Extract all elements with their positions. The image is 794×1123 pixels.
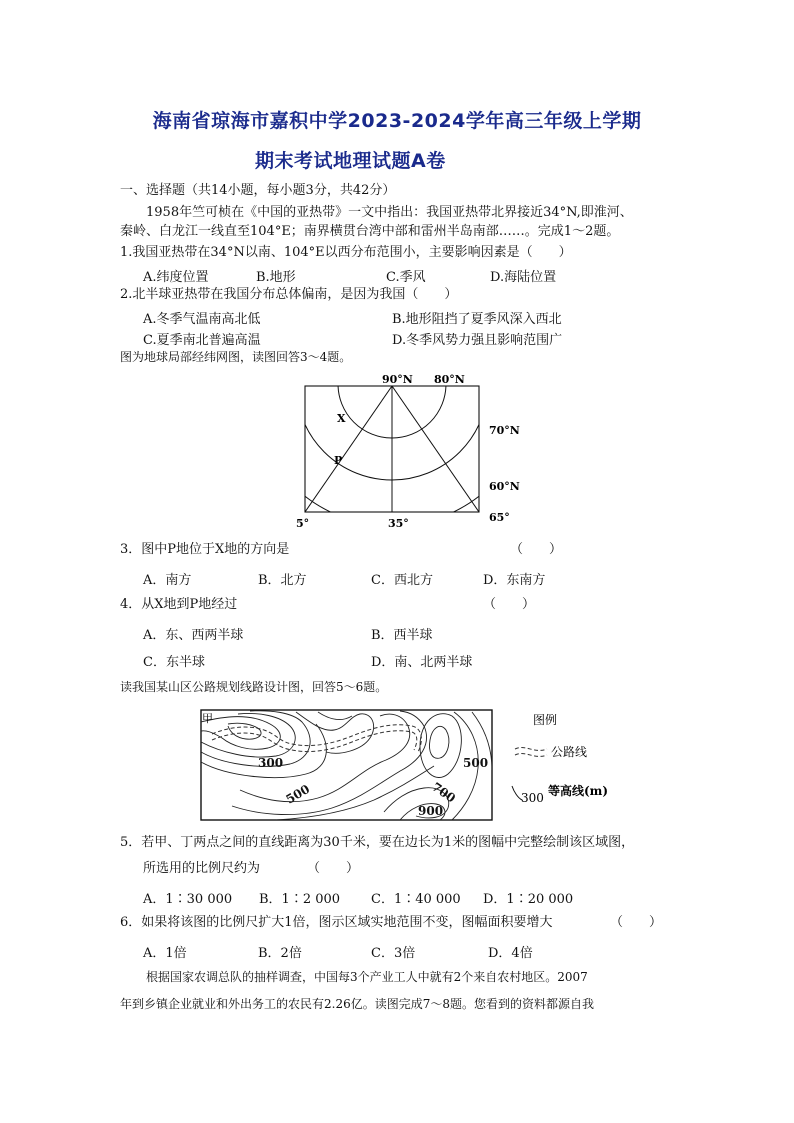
contour-label-500-right: 500 bbox=[463, 756, 489, 770]
q1-option-c: C.季风 bbox=[386, 270, 426, 285]
intro-line2: 秦岭、白龙江一线直至104°E；南界横贯台湾中部和雷州半岛南部……。完成1～2题。 bbox=[120, 224, 620, 239]
contour-label-500-left: 500 bbox=[283, 781, 313, 807]
q6-bracket: （ ） bbox=[610, 915, 663, 930]
q2-stem: 2.北半球亚热带在我国分布总体偏南，是因为我国（ ） bbox=[120, 287, 458, 302]
q5-option-d: D．1∶20 000 bbox=[483, 892, 574, 907]
contour-line bbox=[201, 714, 295, 758]
q2-option-a: A.冬季气温南高北低 bbox=[143, 312, 261, 327]
q1-option-b: B.地形 bbox=[256, 270, 296, 285]
legend-title: 图例 bbox=[533, 713, 558, 727]
q3-option-c: C．西北方 bbox=[371, 573, 433, 588]
map1-intro: 图为地球局部经纬网图，读图回答3～4题。 bbox=[120, 350, 352, 364]
label-80n: 80°N bbox=[434, 373, 465, 386]
q3-bracket: （ ） bbox=[510, 542, 563, 557]
q5-stem-line2: 所选用的比例尺约为 bbox=[143, 861, 261, 876]
section-heading: 一、选择题（共14小题，每小题3分，共42分） bbox=[120, 183, 396, 198]
contour-label-900: 900 bbox=[418, 804, 444, 818]
q4-option-c: C．东半球 bbox=[143, 655, 205, 670]
q6-option-c: C．3倍 bbox=[371, 946, 416, 961]
contour-line bbox=[429, 726, 448, 758]
q1-option-d: D.海陆位置 bbox=[490, 270, 557, 285]
q3-option-a: A．南方 bbox=[143, 573, 192, 588]
map2-intro: 读我国某山区公路规划线路设计图，回答5～6题。 bbox=[120, 680, 388, 694]
legend-contour-value: 300 bbox=[521, 791, 544, 805]
tail-line2: 年到乡镇企业就业和外出务工的农民有2.26亿。读图完成7～8题。您看到的资料都源自我 bbox=[120, 997, 594, 1011]
q5-option-c: C．1∶40 000 bbox=[371, 892, 461, 907]
legend-road-label: 公路线 bbox=[551, 745, 588, 759]
q6-option-b: B．2倍 bbox=[258, 946, 302, 961]
exam-title-line2: 期末考试地理试题A卷 bbox=[255, 150, 446, 172]
road-line bbox=[412, 732, 417, 750]
q6-option-a: A．1倍 bbox=[143, 946, 187, 961]
label-60n: 60°N bbox=[489, 480, 520, 493]
contour-line bbox=[228, 723, 261, 739]
contour-label-300: 300 bbox=[258, 756, 284, 770]
label-90n: 90°N bbox=[382, 373, 413, 386]
q4-option-a: A．东、西两半球 bbox=[143, 628, 244, 643]
q3-option-b: B．北方 bbox=[258, 573, 307, 588]
label-5: 5° bbox=[296, 517, 310, 530]
q4-bracket: （ ） bbox=[483, 597, 536, 612]
q4-option-b: B．西半球 bbox=[371, 628, 433, 643]
q1-stem: 1.我国亚热带在34°N以南、104°E以西分布范围小，主要影响因素是（ ） bbox=[120, 245, 572, 260]
road-line bbox=[212, 731, 412, 752]
label-65: 65° bbox=[489, 511, 510, 524]
legend-road-symbol bbox=[515, 748, 547, 757]
road-line bbox=[212, 725, 412, 746]
q2-option-d: D.冬季风势力强且影响范围广 bbox=[392, 333, 563, 348]
q2-option-c: C.夏季南北普遍高温 bbox=[143, 333, 261, 348]
q6-stem: 6．如果将该图的比例尺扩大1倍，图示区域实地范围不变，图幅面积要增大 bbox=[120, 915, 553, 930]
point-x: X bbox=[337, 412, 346, 425]
intro-line1: 1958年竺可桢在《中国的亚热带》一文中指出：我国亚热带北界接近34°N,即淮河、 bbox=[146, 205, 633, 220]
q4-option-d: D．南、北两半球 bbox=[371, 655, 473, 670]
label-35: 35° bbox=[388, 517, 409, 530]
q3-option-d: D．东南方 bbox=[483, 573, 546, 588]
q5-stem-line1: 5．若甲、丁两点之间的直线距离为30千米，要在边长为1米的图幅中完整绘制该区域图， bbox=[120, 835, 635, 850]
contour-line bbox=[318, 712, 352, 719]
contour-line bbox=[420, 714, 461, 778]
q5-option-a: A．1∶30 000 bbox=[143, 892, 233, 907]
legend-contour-label: 等高线(m) bbox=[548, 784, 609, 798]
q5-option-b: B．1∶2 000 bbox=[259, 892, 341, 907]
q6-option-d: D．4倍 bbox=[488, 946, 533, 961]
corner-label-jia: 甲 bbox=[202, 712, 213, 725]
tail-line1: 根据国家农调总队的抽样调查，中国每3个产业工人中就有2个来自农村地区。2007 bbox=[146, 970, 588, 984]
label-70n: 70°N bbox=[489, 424, 520, 437]
q2-option-b: B.地形阻挡了夏季风深入西北 bbox=[392, 312, 562, 327]
q5-bracket: （ ） bbox=[307, 861, 360, 876]
exam-title-line1: 海南省琼海市嘉积中学2023-2024学年高三年级上学期 bbox=[152, 110, 642, 132]
q3-stem: 3．图中P地位于X地的方向是 bbox=[120, 542, 290, 557]
q4-stem: 4．从X地到P地经过 bbox=[120, 597, 238, 612]
point-p: P bbox=[334, 454, 343, 467]
q1-option-a: A.纬度位置 bbox=[143, 270, 209, 285]
contour-label-700: 700 bbox=[429, 779, 458, 806]
